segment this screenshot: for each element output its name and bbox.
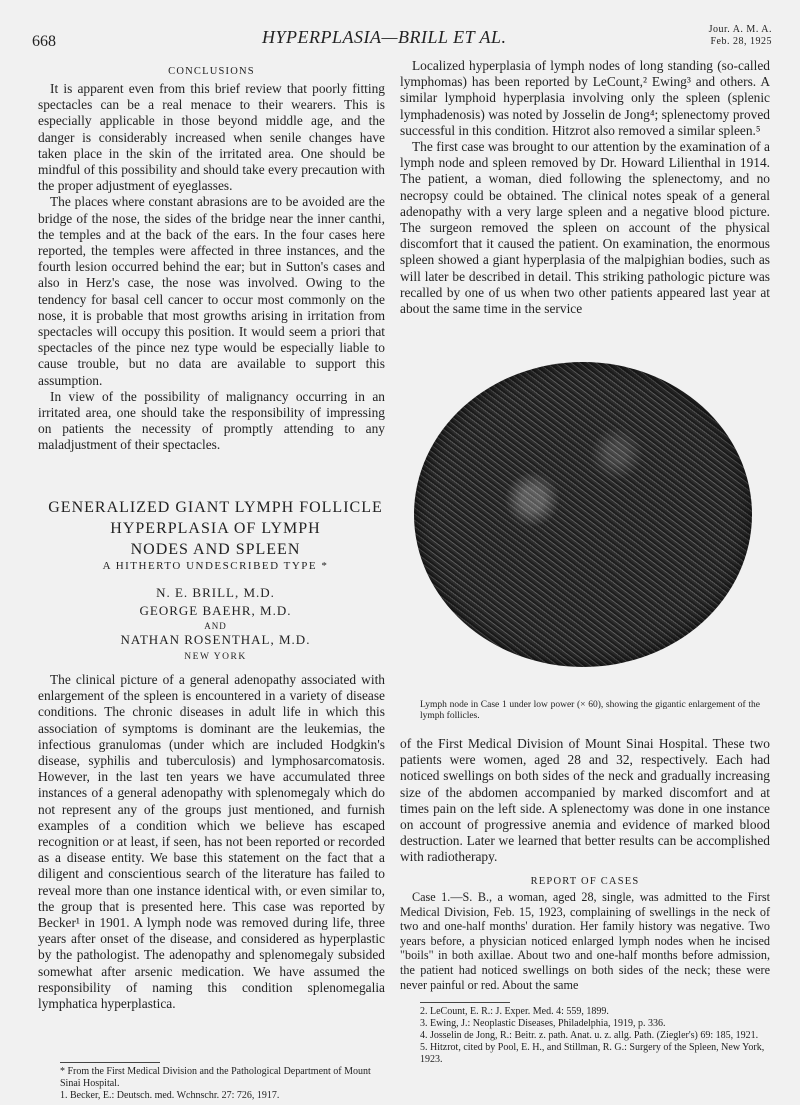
body-paragraph: The first case was brought to our attention by the examination of a lymph node and spleen removed by Dr. Howard Lilienthal in 1914. The patient, a woman, died following the splenectomy, and no necropsy could be obtained. The clinical notes speak of a general adenopathy with a very large spleen and a negative blood picture. The surgeon removed the spleen on account of the physical discomfort that it caused the patient. On examination, the enormous spleen showed a giant hyperplasia of the malpighian bodies, such as will later be described in detail. This striking pathologic picture was recalled by one of us when two other patients appeared last year at about the same time in the service (400, 139, 770, 317)
right-column-top (400, 58, 770, 317)
title-line: GENERALIZED GIANT LYMPH FOLLICLE (48, 499, 383, 516)
footnote: 3. Ewing, J.: Neoplastic Diseases, Philadelphia, 1919, p. 336. (420, 1018, 666, 1029)
conclusions-paragraph: The places where constant abrasions are to be avoided are the bridge of the nose, the sides of the bridge near the inner canthi, the temples and at the back of the ears. In the four cases here reported, the temples were affected in three instances, and the fourth lesion occurred behind the ear; but in Sutton's cases and also in Herz's case, the nose was involved. Owing to the tendency for basal cell cancer to occur most commonly on the nose, it is probable that most growths arising in irritation from spectacles will occupy this position. It would seem a priori that spectacles of the pince nez type would be especially liable to cause trouble, but no data are available to support this assumption. (38, 194, 385, 388)
footnotes-left (60, 1066, 390, 1102)
figure-caption: Lymph node in Case 1 under low power (× 60), showing the gigantic enlargement of the lymph follicles. (420, 700, 760, 721)
title-line: NODES AND SPLEEN (130, 541, 301, 558)
case-paragraph: Case 1.—S. B., a woman, aged 28, single, was admitted to the First Medical Division, Feb. 15, 1923, complaining of swellings in the neck of two and one-half months' duration. Her family history was negative. Two years before, a physician noticed enlarged lymph nodes when he incised "boils" in both axillae. About two and one-half months before admission, the patient had noticed swellings on both sides of the neck; these were never painful or red. About the same (400, 890, 770, 992)
footnote: 1. Becker, E.: Deutsch. med. Wchnschr. 27: 726, 1917. (60, 1090, 280, 1101)
journal-info (709, 24, 772, 48)
running-title: HYPERPLASIA—BRILL ET AL. (262, 27, 507, 47)
body-paragraph: Localized hyperplasia of lymph nodes of long standing (so-called lymphomas) has been reported by LeCount,² Ewing³ and others. A similar lymphoid hyperplasia involving only the spleen (splenic lymphadenosis) was noted by Josselin de Jong⁴; splenectomy proved successful in this condition. Hitzrot also removed a similar spleen.⁵ (400, 58, 770, 138)
conclusions-paragraph: In view of the possibility of malignancy occurring in an irritated area, one should take the responsibility of impressing on patients the necessity of promptly attending to any maladjustment of their spectacles. (38, 388, 385, 453)
footnote: * From the First Medical Division and the Pathological Department of Mount Sinai Hospital. (60, 1066, 371, 1089)
page-number: 668 (32, 33, 56, 50)
case-report (400, 890, 770, 992)
footnote-rule (60, 1062, 160, 1063)
article-subtitle: A HITHERTO UNDESCRIBED TYPE * (102, 560, 329, 572)
report-heading: REPORT OF CASES (530, 876, 640, 887)
author-name: N. E. BRILL, M.D. (156, 585, 275, 600)
author-place: NEW YORK (184, 652, 247, 662)
author-name: GEORGE BAEHR, M.D. (139, 603, 292, 618)
micrograph-image (414, 362, 752, 667)
intro-paragraph: The clinical picture of a general adenopathy associated with enlargement of the spleen is encountered in a variety of disease conditions. The chronic diseases in adult life in which this association of symptoms is dominant are the leukemias, the infectious granulomas (under which are included Hodgkin's disease, syphilis and tuberculosis) and lymphosarcomatosis. However, in the last ten years we have accumulated three instances of a general adenopathy with splenomegaly which do not represent any of the groups just mentioned, and furnish examples of a condition which we believe has escaped recognition or at least, if seen, has not been reported or recorded as a disease entity. We base this statement on the fact that a diligent and conscientious search of the literature has failed to reveal more than one instance identical with, or even similar to, the group that is presented here. This case was reported by Becker¹ in 1901. A lymph node was removed during life, three years after onset of the disease, and considered as hyperplastic by the pathologist. The adenopathy and splenomegaly subsided somewhat after arsenic medication. We have assumed the responsibility of naming this condition splenomegalia lymphatica hyperplastica. (38, 672, 385, 1012)
footnote-rule (420, 1002, 510, 1003)
article-title (38, 497, 393, 560)
footnote: 2. LeCount, E. R.: J. Exper. Med. 4: 559, 1899. (420, 1006, 609, 1017)
footnote: 4. Josselin de Jong, R.: Beitr. z. path. Anat. u. z. allg. Path. (Ziegler's) 69: 185, 1921. (420, 1030, 759, 1041)
conclusions-section (38, 66, 385, 454)
footnote: 5. Hitzrot, cited by Pool, E. H., and Stillman, R. G.: Surgery of the Spleen, New York, 1923. (420, 1042, 765, 1065)
footnotes-right (420, 1006, 780, 1066)
article-intro (38, 672, 385, 1012)
right-column-middle (400, 736, 770, 866)
body-paragraph: of the First Medical Division of Mount Sinai Hospital. These two patients were women, aged 28 and 32, respectively. Each had noticed swellings on both sides of the neck and gradually increasing size of the abdomen accompanied by marked discomfort and at times pain on the left side. A splenectomy was done in one instance on account of progressive anemia and evidence of marked blood destruction. Later we learned that better results can be accomplished with radiotherapy. (400, 736, 770, 865)
and-word: AND (204, 621, 227, 631)
journal-name: Jour. A. M. A. (708, 24, 772, 35)
title-line: HYPERPLASIA OF LYMPH (110, 520, 321, 537)
conclusions-paragraph: It is apparent even from this brief review that poorly fitting spectacles can be a real menace to their wearers. This is especially applicable in those beyond middle age, and the danger is considerably increased when senile changes have taken place in the skin of the irritated area. One should be mindful of this possibility and should take every precaution with the proper adjustment of eyeglasses. (38, 81, 385, 194)
journal-date: Feb. 28, 1925 (710, 36, 772, 47)
conclusions-heading: CONCLUSIONS (168, 66, 255, 77)
author-name: NATHAN ROSENTHAL, M.D. (120, 632, 311, 647)
